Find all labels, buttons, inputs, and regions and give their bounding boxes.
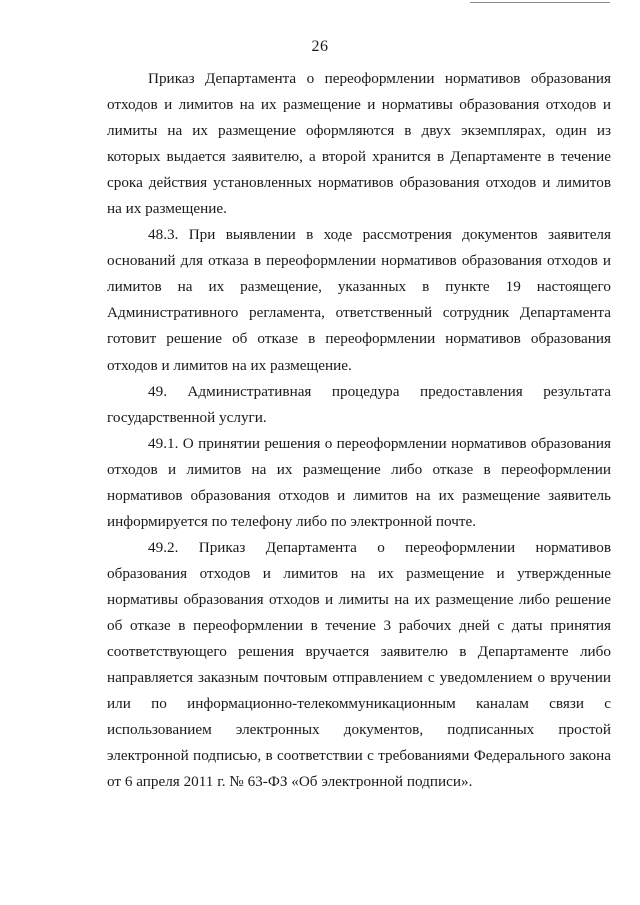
document-body [107, 66, 611, 795]
paragraph-49-2: 49.2. Приказ Департамента о переоформлении нормативов образования отходов и лимитов на их размещение и утвержденные нормативы образования отходов и лимиты на их размещение либо решение об отказе в переоформлении в течение 3 рабочих дней с даты принятия соответствующего решения вручается заявителю в Департаменте либо направляется заказным почтовым отправлением с уведомлением о вручении или по информационно-телекоммуникационным каналам связи с использованием электронных документов, подписанных простой электронной подписью, в соответствии с требованиями Федерального закона от 6 апреля 2011 г. № 63-ФЗ «Об электронной подписи». [107, 538, 611, 791]
paragraph-49: 49. Административная процедура предоставления результата государственной услуги. [107, 382, 611, 426]
scan-edge-line [470, 2, 610, 3]
page-number: 26 [311, 38, 329, 55]
paragraph-48-3: 48.3. При выявлении в ходе рассмотрения документов заявителя оснований для отказа в переоформлении нормативов образования отходов и лимитов на их размещение, указанных в пункте 19 настоящего Административного регламента, ответственный сотрудник Департамента готовит решение об отказе в переоформлении нормативов образования отходов и лимитов на их размещение. [107, 226, 611, 374]
paragraph-49-1: 49.1. О принятии решения о переоформлении нормативов образования отходов и лимитов на их размещение либо отказе в переоформлении нормативов образования отходов и лимитов на их размещение заявитель информируется по телефону либо по электронной почте. [107, 434, 611, 530]
paragraph-order-copies: Приказ Департамента о переоформлении нормативов образования отходов и лимитов на их размещение и нормативы образования отходов и лимиты на их размещение оформляются в двух экземплярах, один из которых выдается заявителю, а второй хранится в Департаменте в течение срока действия установленных нормативов образования отходов и лимитов на их размещение. [107, 70, 611, 218]
